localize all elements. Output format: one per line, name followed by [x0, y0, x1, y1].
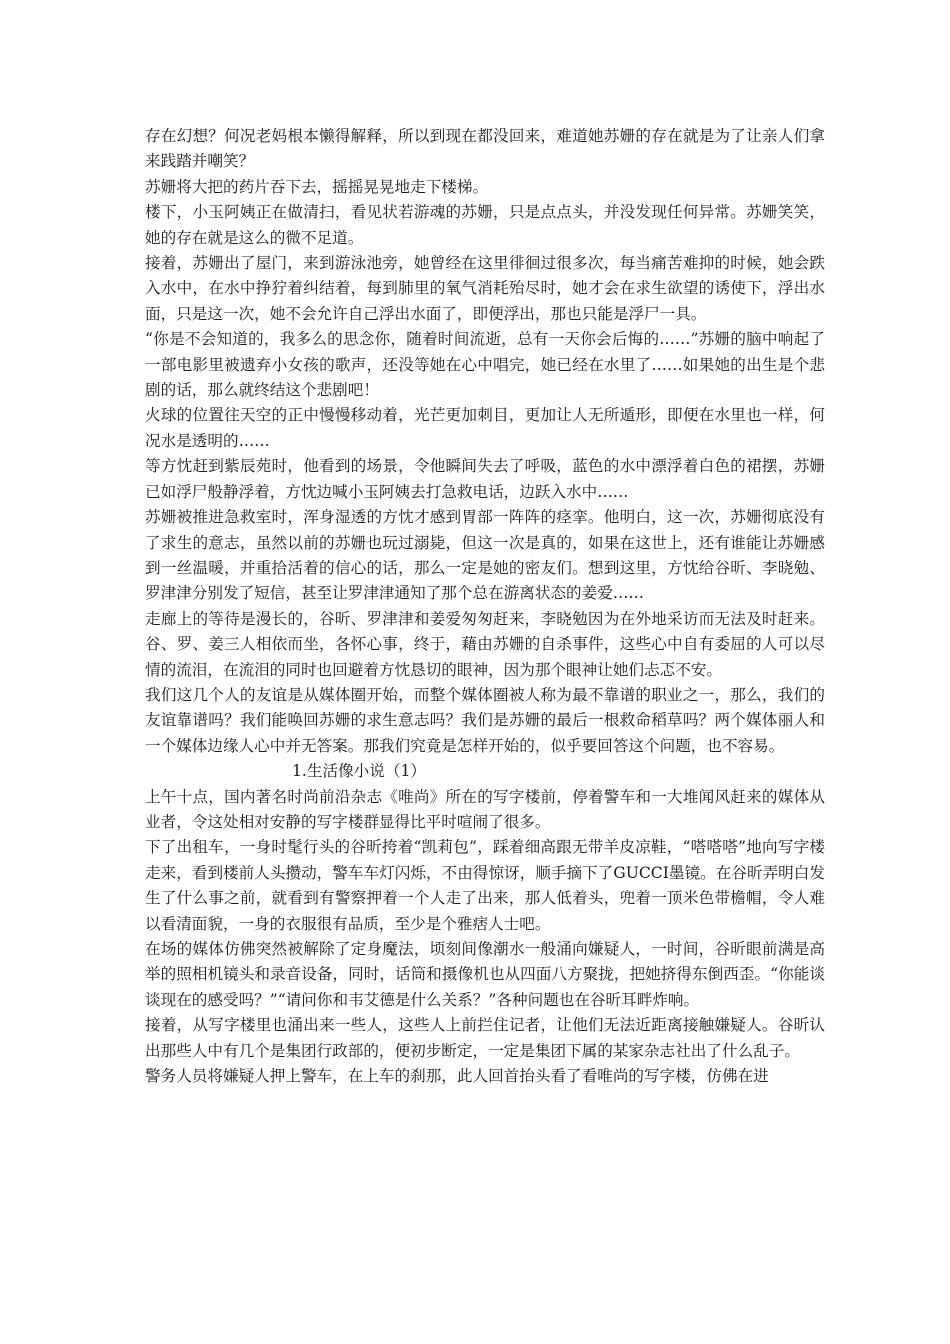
paragraph: “你是不会知道的，我多么的思念你，随着时间流逝，总有一天你会后悔的……”苏姗的脑中响起了一部电影里被遗弃小女孩的歌声，还没等她在心中唱完，她已经在水里了……如果她的出生是个悲剧的话，那么就终结这个悲剧吧！: [145, 330, 825, 400]
paragraph: 楼下，小玉阿姨正在做清扫，看见状若游魂的苏姗，只是点点头，并没发现任何异常。苏姗笑笑，她的存在就是这么的微不足道。: [145, 203, 825, 247]
paragraph: 火球的位置往天空的正中慢慢移动着，光芒更加刺目，更加让人无所遁形，即便在水里也一样，何况水是透明的……: [145, 406, 825, 450]
paragraph: 接着，苏姗出了屋门，来到游泳池旁，她曾经在这里徘徊过很多次，每当痛苦难抑的时候，她会跌入水中，在水中挣狞着纠结着，每到肺里的氧气消耗殆尽时，她才会在求生欲望的诱使下，浮出水面，只是这一次，她不会允许自己浮出水面了，即便浮出，那也只能是浮尸一具。: [145, 254, 825, 323]
paragraph: 警务人员将嫌疑人押上警车，在上车的刹那，此人回首抬头看了看唯尚的写字楼，仿佛在进: [145, 1067, 769, 1086]
paragraph: 苏姗将大把的药片吞下去，摇摇晃晃地走下楼梯。: [145, 177, 489, 196]
chapter-heading: 1.生活像小说（1）: [292, 762, 426, 781]
paragraph: 存在幻想？何况老妈根本懒得解释，所以到现在都没回来，难道她苏姗的存在就是为了让亲人们拿来践踏并嘲笑？: [145, 127, 825, 171]
paragraph: 接着，从写字楼里也涌出来一些人，这些人上前拦住记者，让他们无法近距离接触嫌疑人。谷昕认出那些人中有几个是集团行政部的，便初步断定，一定是集团下属的某家杂志社出了什么乱子。: [145, 1016, 825, 1060]
paragraph: 苏姗被推进急救室时，浑身湿透的方忱才感到胃部一阵阵的痉挛。他明白，这一次，苏姗彻底没有了求生的意志，虽然以前的苏姗也玩过溺毙，但这一次是真的，如果在这世上，还有谁能让苏姗感到一丝温暖，并重拾活着的信心的话，那么一定是她的密友们。想到这里，方忱给谷昕、李晓勉、罗津津分别发了短信，甚至让罗津津通知了那个总在游离状态的姜爱……: [145, 508, 825, 603]
paragraph: 我们这几个人的友谊是从媒体圈开始，而整个媒体圈被人称为最不靠谱的职业之一，那么，我们的友谊靠谱吗？我们能唤回苏姗的求生意志吗？我们是苏姗的最后一根救命稻草吗？两个媒体丽人和一个媒体边缘人心中并无答案。那我们究竟是怎样开始的，似乎要回答这个问题，也不容易。: [145, 685, 825, 755]
paragraph: 等方忱赶到紫辰苑时，他看到的场景，令他瞬间失去了呼吸，蓝色的水中漂浮着白色的裙摆，苏姗已如浮尸般静浮着，方忱边喊小玉阿姨去打急救电话，边跃入水中……: [145, 457, 825, 501]
document-body: [145, 124, 825, 1089]
paragraph: 在场的媒体仿佛突然被解除了定身魔法，顷刻间像潮水一般涌向嫌疑人，一时间，谷昕眼前满是高举的照相机镜头和录音设备，同时，话筒和摄像机也从四面八方聚拢，把她挤得东倒西歪。“你能谈谈现在的感受吗？”“请问你和韦艾德是什么关系？”各种问题也在谷昕耳畔炸响。: [145, 940, 825, 1009]
paragraph: 上午十点，国内著名时尚前沿杂志《唯尚》所在的写字楼前，停着警车和一大堆闻风赶来的媒体从业者，令这处相对安静的写字楼群显得比平时喧闹了很多。: [145, 787, 825, 831]
paragraph: 走廊上的等待是漫长的，谷昕、罗津津和姜爱匆匆赶来，李晓勉因为在外地采访而无法及时赶来。谷、罗、姜三人相依而坐，各怀心事，终于，藉由苏姗的自杀事件，这些心中自有委屈的人可以尽情的流泪，在流泪的同时也回避着方忱恳切的眼神，因为那个眼神让她们忐忑不安。: [145, 609, 825, 679]
paragraph: 下了出租车，一身时髦行头的谷昕挎着“凯莉包”，踩着细高跟无带羊皮凉鞋，“嗒嗒嗒”地向写字楼走来，看到楼前人头攒动，警车车灯闪烁，不由得惊讶，顺手摘下了GUCCI墨镜。在谷昕弄明白发生了什么事之前，就看到有警察押着一个人走了出来，那人低着头，兜着一顶米色带檐帽，令人难以看清面貌，一身的衣服很有品质，至少是个雅痞人士吧。: [145, 838, 825, 933]
